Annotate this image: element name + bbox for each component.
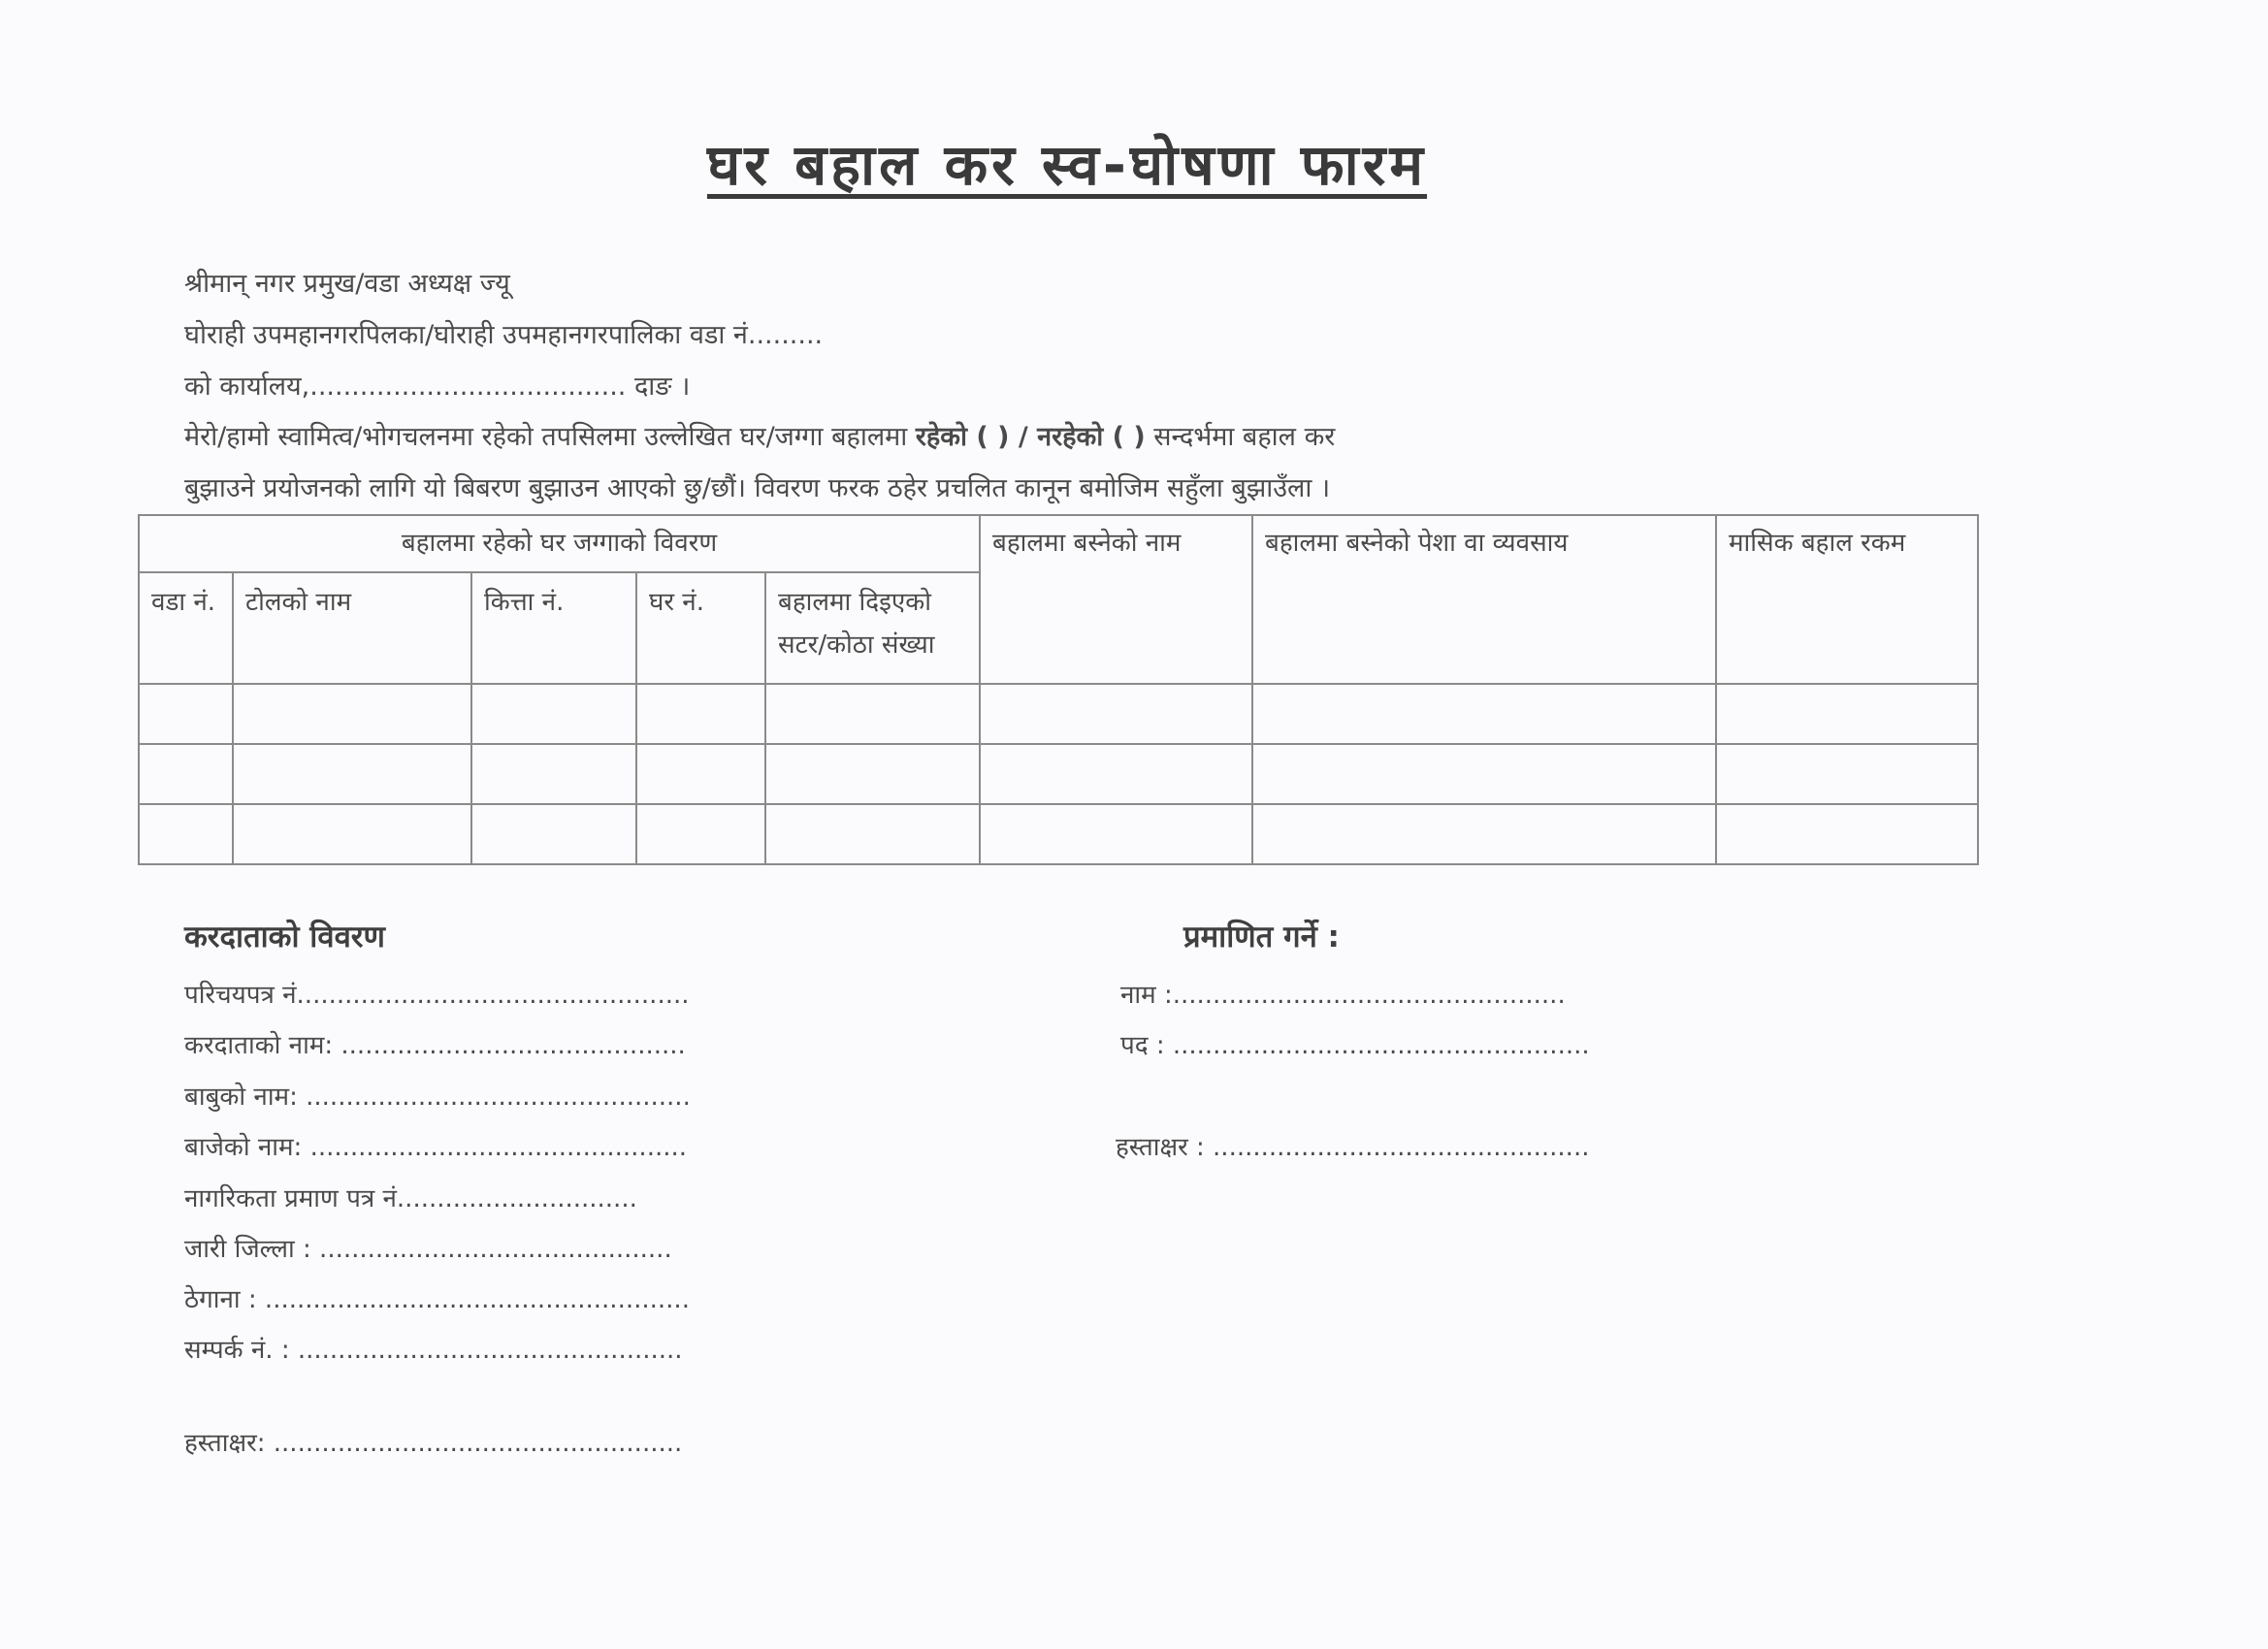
table-cell[interactable] [139, 744, 233, 804]
table-cell[interactable] [1252, 684, 1716, 744]
table-cell[interactable] [1252, 744, 1716, 804]
verifier-post-field[interactable]: पद : .................................................... [1120, 1031, 1590, 1060]
table-cell[interactable] [980, 684, 1252, 744]
table-cell[interactable] [980, 804, 1252, 864]
ward-no-header: वडा नं. [139, 572, 233, 684]
verifier-name-field[interactable]: नाम :................................................. [1120, 981, 1566, 1010]
kitta-no-header: कित्ता नं. [471, 572, 636, 684]
table-row [139, 804, 1978, 864]
table-cell[interactable] [1252, 804, 1716, 864]
tole-name-header: टोलको नाम [233, 572, 471, 684]
father-name-field[interactable]: बाबुको नाम: ................................................ [184, 1083, 691, 1112]
rent-status-options: रहेको ( ) / नरहेको ( ) [915, 422, 1146, 452]
table-cell[interactable] [471, 744, 636, 804]
table-cell[interactable] [1716, 684, 1978, 744]
intro-line-4-c: सन्दर्भमा बहाल कर [1153, 422, 1336, 452]
taxpayer-name-field[interactable]: करदाताको नाम: ........................................... [184, 1031, 686, 1060]
address-field[interactable]: ठेगाना : ..................................................... [184, 1285, 690, 1314]
intro-line-3: को कार्यालय,...................................... दाङ । [184, 372, 691, 402]
tenant-occupation-header: बहालमा बस्नेको पेशा वा व्यवसाय [1252, 515, 1716, 684]
intro-line-5: बुझाउने प्रयोजनको लागि यो बिबरण बुझाउन आएको छु/छौं। विवरण फरक ठहेर प्रचलित कानून बमोजिम सहुँला बुझाउँला । [184, 473, 1331, 503]
table-cell[interactable] [636, 744, 765, 804]
form-title: घर बहाल कर स्व-घोषणा फारम [706, 132, 1428, 198]
intro-line-4-a: मेरो/हामो स्वामित्व/भोगचलनमा रहेको तपसिलमा उल्लेखित घर/जग्गा बहालमा [184, 422, 908, 452]
grandfather-name-field[interactable]: बाजेको नाम: ............................................... [184, 1133, 688, 1162]
table-cell[interactable] [1716, 804, 1978, 864]
table-cell[interactable] [765, 684, 980, 744]
table-cell[interactable] [233, 804, 471, 864]
rooms-count-header: बहालमा दिइएको सटर/कोठा संख्या [765, 572, 980, 684]
table-row [139, 744, 1978, 804]
intro-line-4 [184, 417, 1335, 453]
table-cell[interactable] [1716, 744, 1978, 804]
table-row [139, 684, 1978, 744]
table-cell[interactable] [636, 804, 765, 864]
table-cell[interactable] [636, 684, 765, 744]
id-card-no-field[interactable]: परिचयपत्र नं................................................. [184, 981, 690, 1010]
house-no-header: घर नं. [636, 572, 765, 684]
tenant-name-header: बहालमा बस्नेको नाम [980, 515, 1252, 684]
table-cell[interactable] [139, 804, 233, 864]
table-cell[interactable] [765, 744, 980, 804]
taxpayer-details-heading: करदाताको विवरण [184, 920, 385, 954]
table-cell[interactable] [980, 744, 1252, 804]
table-cell[interactable] [471, 804, 636, 864]
table-cell[interactable] [139, 684, 233, 744]
table-cell[interactable] [233, 684, 471, 744]
contact-no-field[interactable]: सम्पर्क नं. : ................................................ [184, 1336, 683, 1365]
issued-district-field[interactable]: जारी जिल्ला : ............................................ [184, 1235, 672, 1264]
verification-heading: प्रमाणित गर्ने : [1183, 920, 1340, 954]
monthly-rent-header: मासिक बहाल रकम [1716, 515, 1978, 684]
taxpayer-signature-field[interactable]: हस्ताक्षर: ................................................... [184, 1429, 683, 1458]
verifier-signature-field[interactable]: हस्ताक्षर : ............................................... [1116, 1133, 1590, 1162]
intro-line-2: घोराही उपमहानगरपिलका/घोराही उपमहानगरपालिका वडा नं......... [184, 320, 824, 350]
intro-line-1: श्रीमान् नगर प्रमुख/वडा अध्यक्ष ज्यू [184, 269, 510, 299]
citizenship-no-field[interactable]: नागरिकता प्रमाण पत्र नं.............................. [184, 1184, 637, 1213]
table-cell[interactable] [765, 804, 980, 864]
table-cell[interactable] [471, 684, 636, 744]
property-details-header: बहालमा रहेको घर जग्गाको विवरण [139, 515, 980, 572]
rental-details-table [138, 514, 1979, 865]
table-cell[interactable] [233, 744, 471, 804]
